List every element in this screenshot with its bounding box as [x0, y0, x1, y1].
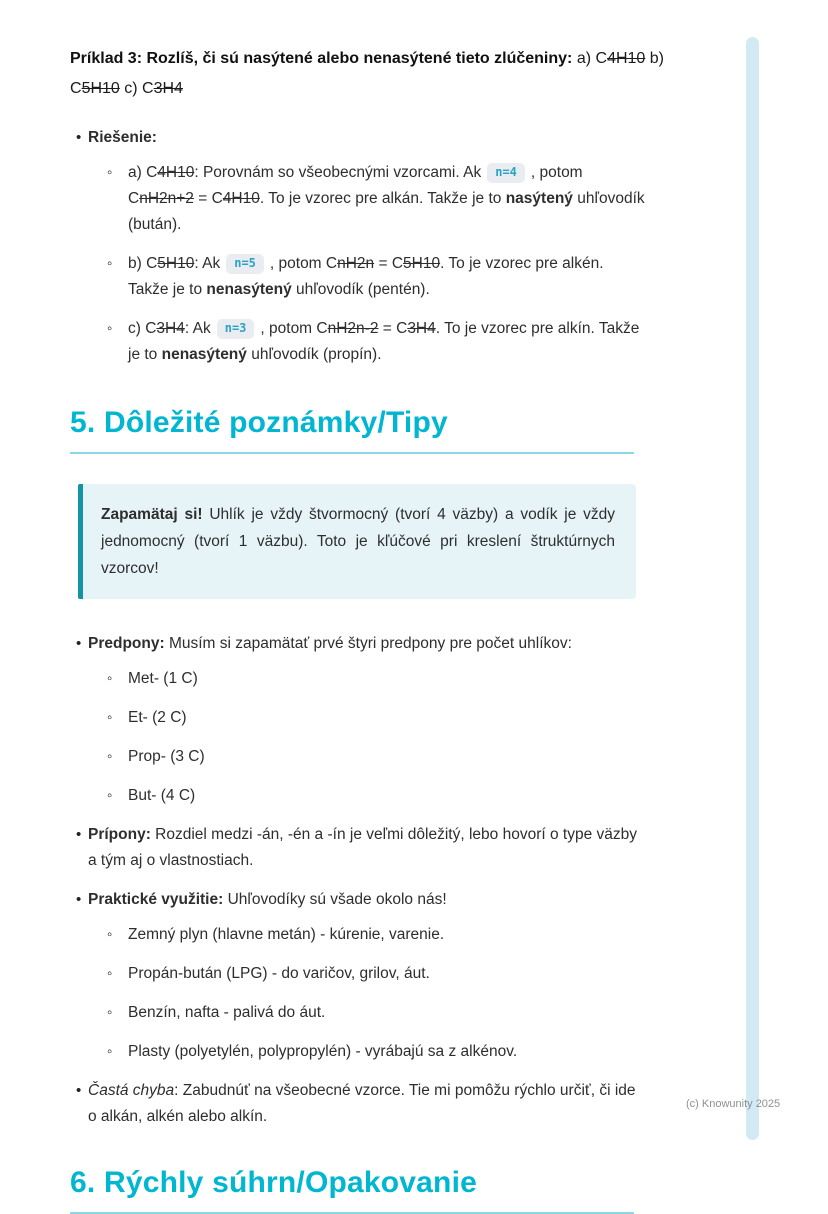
- predpony-sub-met: [107, 666, 647, 692]
- predpony-sublist: [107, 666, 695, 809]
- remember-callout-box: [78, 484, 636, 599]
- solution-item-c: [107, 316, 647, 368]
- text-run: . To je vzorec pre alkín. Takže je to: [128, 320, 640, 364]
- text-run: = C: [378, 320, 408, 338]
- text-run: nenasýtený: [206, 281, 292, 299]
- circle-bullet-icon: ◦: [107, 164, 113, 182]
- text-run: a) C: [576, 50, 608, 67]
- circle-bullet-icon: ◦: [107, 320, 113, 338]
- text-run: Zapamätaj si!: [101, 506, 203, 524]
- text-run: nenasýtený: [161, 346, 247, 364]
- text-run: b) C: [70, 50, 664, 97]
- predpony-sub-prop: [107, 744, 647, 770]
- circle-bullet-icon: ◦: [107, 670, 113, 688]
- prakticke-sub-plasty: [107, 1039, 647, 1065]
- text-run: , potom C: [260, 320, 328, 338]
- bullet-icon: •: [76, 826, 82, 844]
- prakticke-sub-lpg: [107, 961, 647, 987]
- bullet-icon: •: [76, 129, 82, 147]
- text-run: : Zabudnúť na všeobecné vzorce. Tie mi pomôžu rýchlo určiť, či ide o alkán, alkén alebo alkín.: [88, 1082, 636, 1126]
- bullet-item-chyba: [70, 1078, 642, 1130]
- page-edge-bar: [746, 37, 759, 1140]
- prakticke-text: [88, 887, 447, 913]
- text-run: 4H10: [607, 50, 646, 67]
- text-run: nH2n+2: [139, 190, 194, 208]
- prakticke-sublist: [107, 922, 695, 1065]
- text-run: 3H4: [407, 320, 436, 338]
- copyright-footer: (c) Knowunity 2025: [686, 1098, 781, 1110]
- prakticke-sub-benzin-text: Benzín, nafta - palivá do áut.: [128, 1004, 326, 1022]
- text-run: uhľovodík (pentén).: [291, 281, 430, 299]
- prakticke-sub-plyn: [107, 922, 647, 948]
- predpony-sub-met-text: Met- (1 C): [128, 670, 198, 688]
- section-5-divider: [70, 452, 634, 454]
- text-run: Prípony:: [88, 826, 151, 844]
- text-run: . To je vzorec pre alkén. Takže je to: [128, 255, 604, 299]
- text-run: Uhľovodíky sú všade okolo nás!: [223, 891, 447, 909]
- text-run: Predpony:: [88, 635, 165, 653]
- text-run: nH2n: [337, 255, 375, 273]
- text-run: nH2n-2: [327, 320, 379, 338]
- circle-bullet-icon: ◦: [107, 965, 113, 983]
- bullet-icon: •: [76, 891, 82, 909]
- text-run: . To je vzorec pre alkán. Takže je to: [259, 190, 506, 208]
- predpony-sub-but: [107, 783, 647, 809]
- text-run: 4H10: [222, 190, 260, 208]
- text-run: , potom C: [128, 164, 583, 208]
- list-item-riesenie: [70, 125, 695, 151]
- solution-item-c-text: [128, 316, 647, 368]
- text-run: : Ak: [194, 255, 221, 273]
- predpony-text: [88, 631, 572, 657]
- text-run: c) C: [119, 79, 154, 97]
- text-run: Príklad 3: Rozlíš, či sú nasýtené alebo nenasýtené tieto zlúčeniny:: [70, 50, 577, 67]
- formula-chip: n=4: [487, 163, 525, 183]
- document-page: [70, 44, 695, 1214]
- solution-item-b: [107, 251, 647, 303]
- section-5-heading: 5. Dôležité poznámky/Tipy: [70, 406, 448, 440]
- formula-chip: n=3: [217, 319, 255, 339]
- solution-sublist: [107, 160, 695, 368]
- text-run: 5H10: [403, 255, 441, 273]
- text-run: 3H4: [156, 320, 185, 338]
- bullet-icon: •: [76, 635, 82, 653]
- text-run: = C: [193, 190, 223, 208]
- text-run: , potom C: [269, 255, 338, 273]
- bullet-item-predpony: [70, 631, 642, 657]
- text-run: uhľovodík (bután).: [128, 190, 645, 234]
- prakticke-sub-plasty-text: Plasty (polyetylén, polypropylén) - vyrábajú sa z alkénov.: [128, 1043, 518, 1061]
- bullet-item-pripony: [70, 822, 642, 874]
- text-run: 4H10: [157, 164, 195, 182]
- text-run: Praktické využitie:: [88, 891, 224, 909]
- section-6-heading: 6. Rýchly súhrn/Opakovanie: [70, 1166, 478, 1200]
- chyba-text: [88, 1078, 642, 1130]
- text-run: : Ak: [184, 320, 211, 338]
- solution-item-a: [107, 160, 647, 238]
- example-3-title: [70, 44, 675, 103]
- circle-bullet-icon: ◦: [107, 787, 113, 805]
- text-run: : Porovnám so všeobecnými vzorcami. Ak: [194, 164, 482, 182]
- text-run: Častá chyba: [88, 1082, 175, 1100]
- bullet-item-prakticke: [70, 887, 642, 913]
- text-run: Rozdiel medzi -án, -én a -ín je veľmi dôležitý, lebo hovorí o type väzby a tým aj o vlastnostiach.: [88, 826, 637, 870]
- solution-item-b-text: [128, 251, 647, 303]
- circle-bullet-icon: ◦: [107, 709, 113, 727]
- text-run: nasýtený: [505, 190, 573, 208]
- circle-bullet-icon: ◦: [107, 255, 113, 273]
- prakticke-sub-lpg-text: Propán-bután (LPG) - do varičov, grilov, áut.: [128, 965, 430, 983]
- riesenie-label: Riešenie:: [88, 129, 157, 147]
- text-run: Uhlík je vždy štvormocný (tvorí 4 väzby) a vodík je vždy jednomocný (tvorí 1 väzbu). Toto je kľúčové pri kreslení štruktúrnych vzorcov!: [101, 506, 616, 578]
- predpony-sub-prop-text: Prop- (3 C): [128, 748, 205, 766]
- pripony-text: [88, 822, 642, 874]
- circle-bullet-icon: ◦: [107, 1043, 113, 1061]
- text-run: c) C: [128, 320, 157, 338]
- text-run: Musím si zapamätať prvé štyri predpony pre počet uhlíkov:: [164, 635, 572, 653]
- text-run: 3H4: [153, 79, 183, 97]
- text-run: uhľovodík (propín).: [246, 346, 382, 364]
- predpony-sub-et-text: Et- (2 C): [128, 709, 187, 727]
- text-run: b) C: [128, 255, 158, 273]
- text-run: 5H10: [157, 255, 195, 273]
- text-run: 5H10: [81, 79, 120, 97]
- circle-bullet-icon: ◦: [107, 926, 113, 944]
- text-run: = C: [374, 255, 404, 273]
- prakticke-sub-plyn-text: Zemný plyn (hlavne metán) - kúrenie, varenie.: [128, 926, 445, 944]
- text-run: a) C: [128, 164, 158, 182]
- predpony-sub-but-text: But- (4 C): [128, 787, 196, 805]
- formula-chip: n=5: [226, 254, 264, 274]
- circle-bullet-icon: ◦: [107, 748, 113, 766]
- circle-bullet-icon: ◦: [107, 1004, 113, 1022]
- remember-callout-text: [101, 501, 615, 582]
- predpony-sub-et: [107, 705, 647, 731]
- bullet-icon: •: [76, 1082, 82, 1100]
- prakticke-sub-benzin: [107, 1000, 647, 1026]
- solution-item-a-text: [128, 160, 647, 238]
